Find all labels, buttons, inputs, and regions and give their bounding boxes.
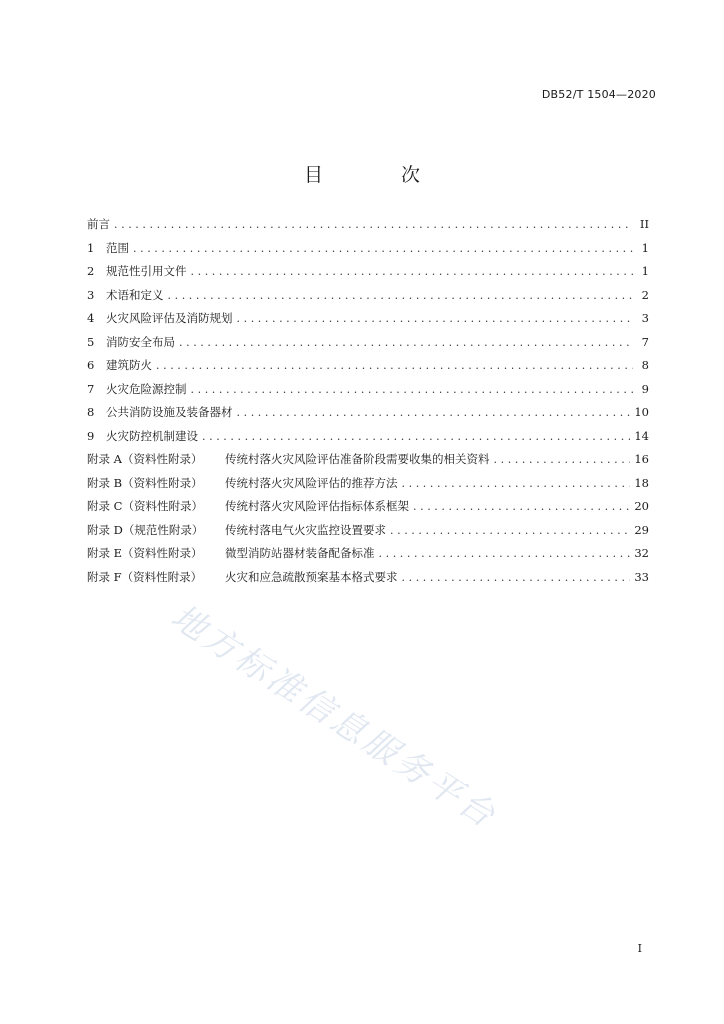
toc-entry-text: 规范性引用文件 xyxy=(106,264,187,278)
toc-leader-dots xyxy=(379,547,631,560)
toc-entry-page: 32 xyxy=(634,546,649,560)
toc-entry-text: 传统村落火灾风险评估的推荐方法 xyxy=(225,475,398,490)
toc-entry-number: 3 xyxy=(87,287,95,302)
toc-entry[interactable] xyxy=(87,357,649,381)
toc-leader-dots xyxy=(191,265,634,278)
toc-entry-page: 29 xyxy=(634,522,649,537)
toc-entry[interactable] xyxy=(87,475,649,499)
toc-entry-label xyxy=(87,428,198,444)
toc-entry-text: 建筑防火 xyxy=(106,358,152,372)
page-title: 目 次 xyxy=(303,164,457,186)
toc-entry[interactable] xyxy=(87,522,649,546)
toc-entry-label xyxy=(87,310,233,326)
toc-entry[interactable] xyxy=(87,287,649,311)
toc-entry[interactable] xyxy=(87,310,649,334)
toc-leader-dots xyxy=(237,312,634,325)
toc-entry-label xyxy=(87,545,375,561)
toc-entry-text: 传统村落火灾风险评估指标体系框架 xyxy=(225,499,409,513)
toc-entry[interactable] xyxy=(87,428,649,452)
toc-entry-page: II xyxy=(639,217,649,231)
page-number: I xyxy=(637,942,642,955)
toc-entry-text: 术语和定义 xyxy=(106,287,164,302)
toc-entry[interactable] xyxy=(87,498,649,522)
toc-entry-appendix-tag: 附录 C（资料性附录） xyxy=(87,499,203,513)
toc-entry-label xyxy=(87,451,490,467)
toc-leader-dots xyxy=(191,383,634,396)
toc-entry-label xyxy=(87,334,175,350)
toc-entry[interactable] xyxy=(87,216,649,240)
toc-entry-page: 1 xyxy=(641,264,649,278)
toc-entry-page: 33 xyxy=(634,569,649,584)
toc-entry-text: 前言 xyxy=(87,217,110,231)
toc-entry-appendix-tag: 附录 F（资料性附录） xyxy=(87,569,203,584)
toc-entry-appendix-tag: 附录 D（规范性附录） xyxy=(87,522,204,537)
toc-entry-label xyxy=(87,404,233,420)
toc-entry[interactable] xyxy=(87,334,649,358)
toc-entry[interactable] xyxy=(87,240,649,264)
toc-entry[interactable] xyxy=(87,545,649,569)
table-of-contents xyxy=(87,216,649,592)
toc-entry-appendix-tag: 附录 E（资料性附录） xyxy=(87,546,203,560)
toc-entry-label xyxy=(87,498,409,514)
toc-entry-label xyxy=(87,569,398,585)
watermark: 地方标准信息服务平台 xyxy=(163,596,505,838)
toc-entry-text: 范围 xyxy=(106,240,129,255)
toc-entry-label xyxy=(87,263,187,279)
document-code: DB52/T 1504—2020 xyxy=(541,88,656,101)
toc-entry-page: 2 xyxy=(641,287,649,302)
toc-entry-page: 20 xyxy=(634,499,649,513)
toc-entry-number: 5 xyxy=(87,334,95,349)
toc-leader-dots xyxy=(168,289,634,302)
toc-entry-number: 8 xyxy=(87,405,95,419)
toc-leader-dots xyxy=(133,242,633,255)
toc-entry-number: 6 xyxy=(87,358,95,372)
toc-entry-page: 8 xyxy=(641,358,649,372)
toc-leader-dots xyxy=(413,500,630,513)
toc-entry-text: 消防安全布局 xyxy=(106,334,175,349)
toc-entry-text: 传统村落电气火灾监控设置要求 xyxy=(225,522,386,537)
toc-leader-dots xyxy=(202,430,630,443)
toc-entry-page: 10 xyxy=(634,405,649,419)
toc-entry[interactable] xyxy=(87,381,649,405)
toc-entry-page: 18 xyxy=(634,475,649,490)
toc-entry[interactable] xyxy=(87,451,649,475)
toc-entry-label xyxy=(87,287,164,303)
toc-entry-number: 4 xyxy=(87,311,95,325)
toc-entry-number: 7 xyxy=(87,381,95,396)
toc-entry-number: 2 xyxy=(87,264,95,278)
toc-entry-number: 1 xyxy=(87,240,95,255)
toc-entry-appendix-tag: 附录 B（资料性附录） xyxy=(87,475,203,490)
toc-entry-page: 1 xyxy=(641,240,649,255)
toc-entry-text: 微型消防站器材装备配备标准 xyxy=(225,546,375,560)
toc-entry-label xyxy=(87,240,129,256)
toc-entry[interactable] xyxy=(87,263,649,287)
toc-leader-dots xyxy=(237,406,631,419)
toc-leader-dots xyxy=(179,336,633,349)
toc-entry-label xyxy=(87,216,110,232)
toc-entry-label xyxy=(87,475,398,491)
toc-entry-text: 火灾危险源控制 xyxy=(106,381,187,396)
toc-entry-appendix-tag: 附录 A（资料性附录） xyxy=(87,452,203,466)
toc-entry-label xyxy=(87,357,152,373)
toc-entry-text: 火灾风险评估及消防规划 xyxy=(106,311,233,325)
toc-entry[interactable] xyxy=(87,569,649,593)
toc-entry-text: 公共消防设施及装备器材 xyxy=(106,405,233,419)
toc-leader-dots xyxy=(402,477,631,490)
toc-leader-dots xyxy=(114,218,633,231)
toc-leader-dots xyxy=(390,524,630,537)
toc-entry-number: 9 xyxy=(87,428,95,443)
toc-entry-page: 9 xyxy=(641,381,649,396)
toc-entry-label xyxy=(87,522,386,538)
toc-entry-page: 3 xyxy=(641,311,649,325)
toc-leader-dots xyxy=(402,571,631,584)
toc-entry[interactable] xyxy=(87,404,649,428)
toc-leader-dots xyxy=(494,453,631,466)
toc-leader-dots xyxy=(156,359,633,372)
toc-entry-page: 7 xyxy=(641,334,649,349)
toc-entry-text: 火灾防控机制建设 xyxy=(106,428,198,443)
toc-entry-text: 传统村落火灾风险评估准备阶段需要收集的相关资料 xyxy=(225,452,490,466)
toc-entry-label xyxy=(87,381,187,397)
toc-entry-page: 16 xyxy=(634,452,649,466)
toc-entry-text: 火灾和应急疏散预案基本格式要求 xyxy=(225,569,398,584)
toc-entry-page: 14 xyxy=(634,428,649,443)
